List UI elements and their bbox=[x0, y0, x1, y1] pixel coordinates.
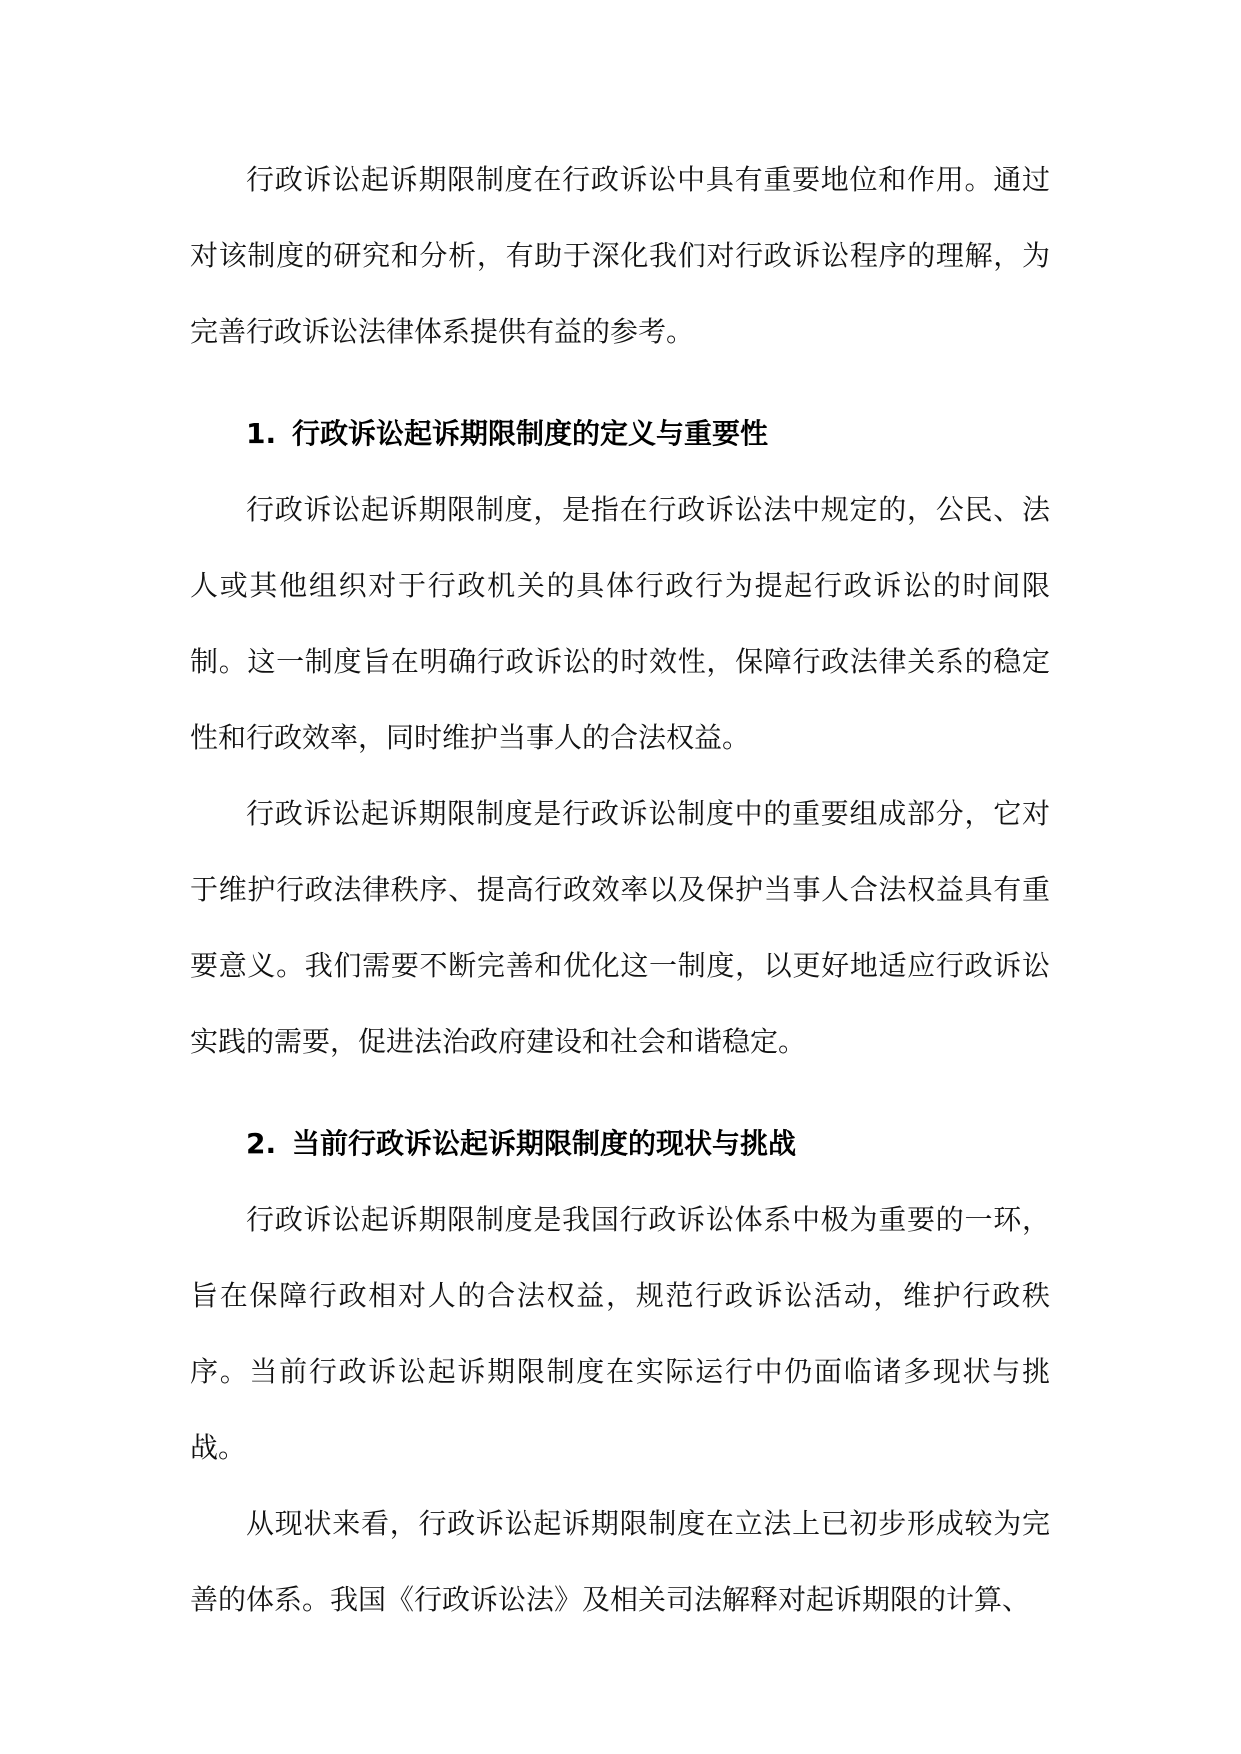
document-body bbox=[190, 142, 1050, 1638]
section-1-heading bbox=[190, 396, 1050, 472]
section-2-paragraph-2: 从现状来看，行政诉讼起诉期限制度在立法上已初步形成较为完善的体系。我国《行政诉讼法》及相关司法解释对起诉期限的计算、 bbox=[190, 1507, 1050, 1616]
section-1-paragraph-1: 行政诉讼起诉期限制度，是指在行政诉讼法中规定的，公民、法人或其他组织对于行政机关的具体行政行为提起行政诉讼的时间限制。这一制度旨在明确行政诉讼的时效性，保障行政法律关系的稳定性和行政效率，同时维护当事人的合法权益。 bbox=[190, 493, 1050, 754]
section-2-paragraph-1: 行政诉讼起诉期限制度是我国行政诉讼体系中极为重要的一环，旨在保障行政相对人的合法权益，规范行政诉讼活动，维护行政秩序。当前行政诉讼起诉期限制度在实际运行中仍面临诸多现状与挑战。 bbox=[190, 1203, 1050, 1464]
section-2-number: 2. bbox=[246, 1127, 277, 1160]
intro-paragraph: 行政诉讼起诉期限制度在行政诉讼中具有重要地位和作用。通过对该制度的研究和分析，有助于深化我们对行政诉讼程序的理解，为完善行政诉讼法律体系提供有益的参考。 bbox=[190, 163, 1050, 348]
section-1-paragraph-2: 行政诉讼起诉期限制度是行政诉讼制度中的重要组成部分，它对于维护行政法律秩序、提高行政效率以及保护当事人合法权益具有重要意义。我们需要不断完善和优化这一制度，以更好地适应行政诉讼实践的需要，促进法治政府建设和社会和谐稳定。 bbox=[190, 797, 1050, 1058]
section-1-number: 1. bbox=[246, 417, 277, 450]
section-1-title: 行政诉讼起诉期限制度的定义与重要性 bbox=[292, 417, 769, 450]
section-2-heading bbox=[190, 1106, 1050, 1182]
section-2-title: 当前行政诉讼起诉期限制度的现状与挑战 bbox=[292, 1127, 797, 1160]
